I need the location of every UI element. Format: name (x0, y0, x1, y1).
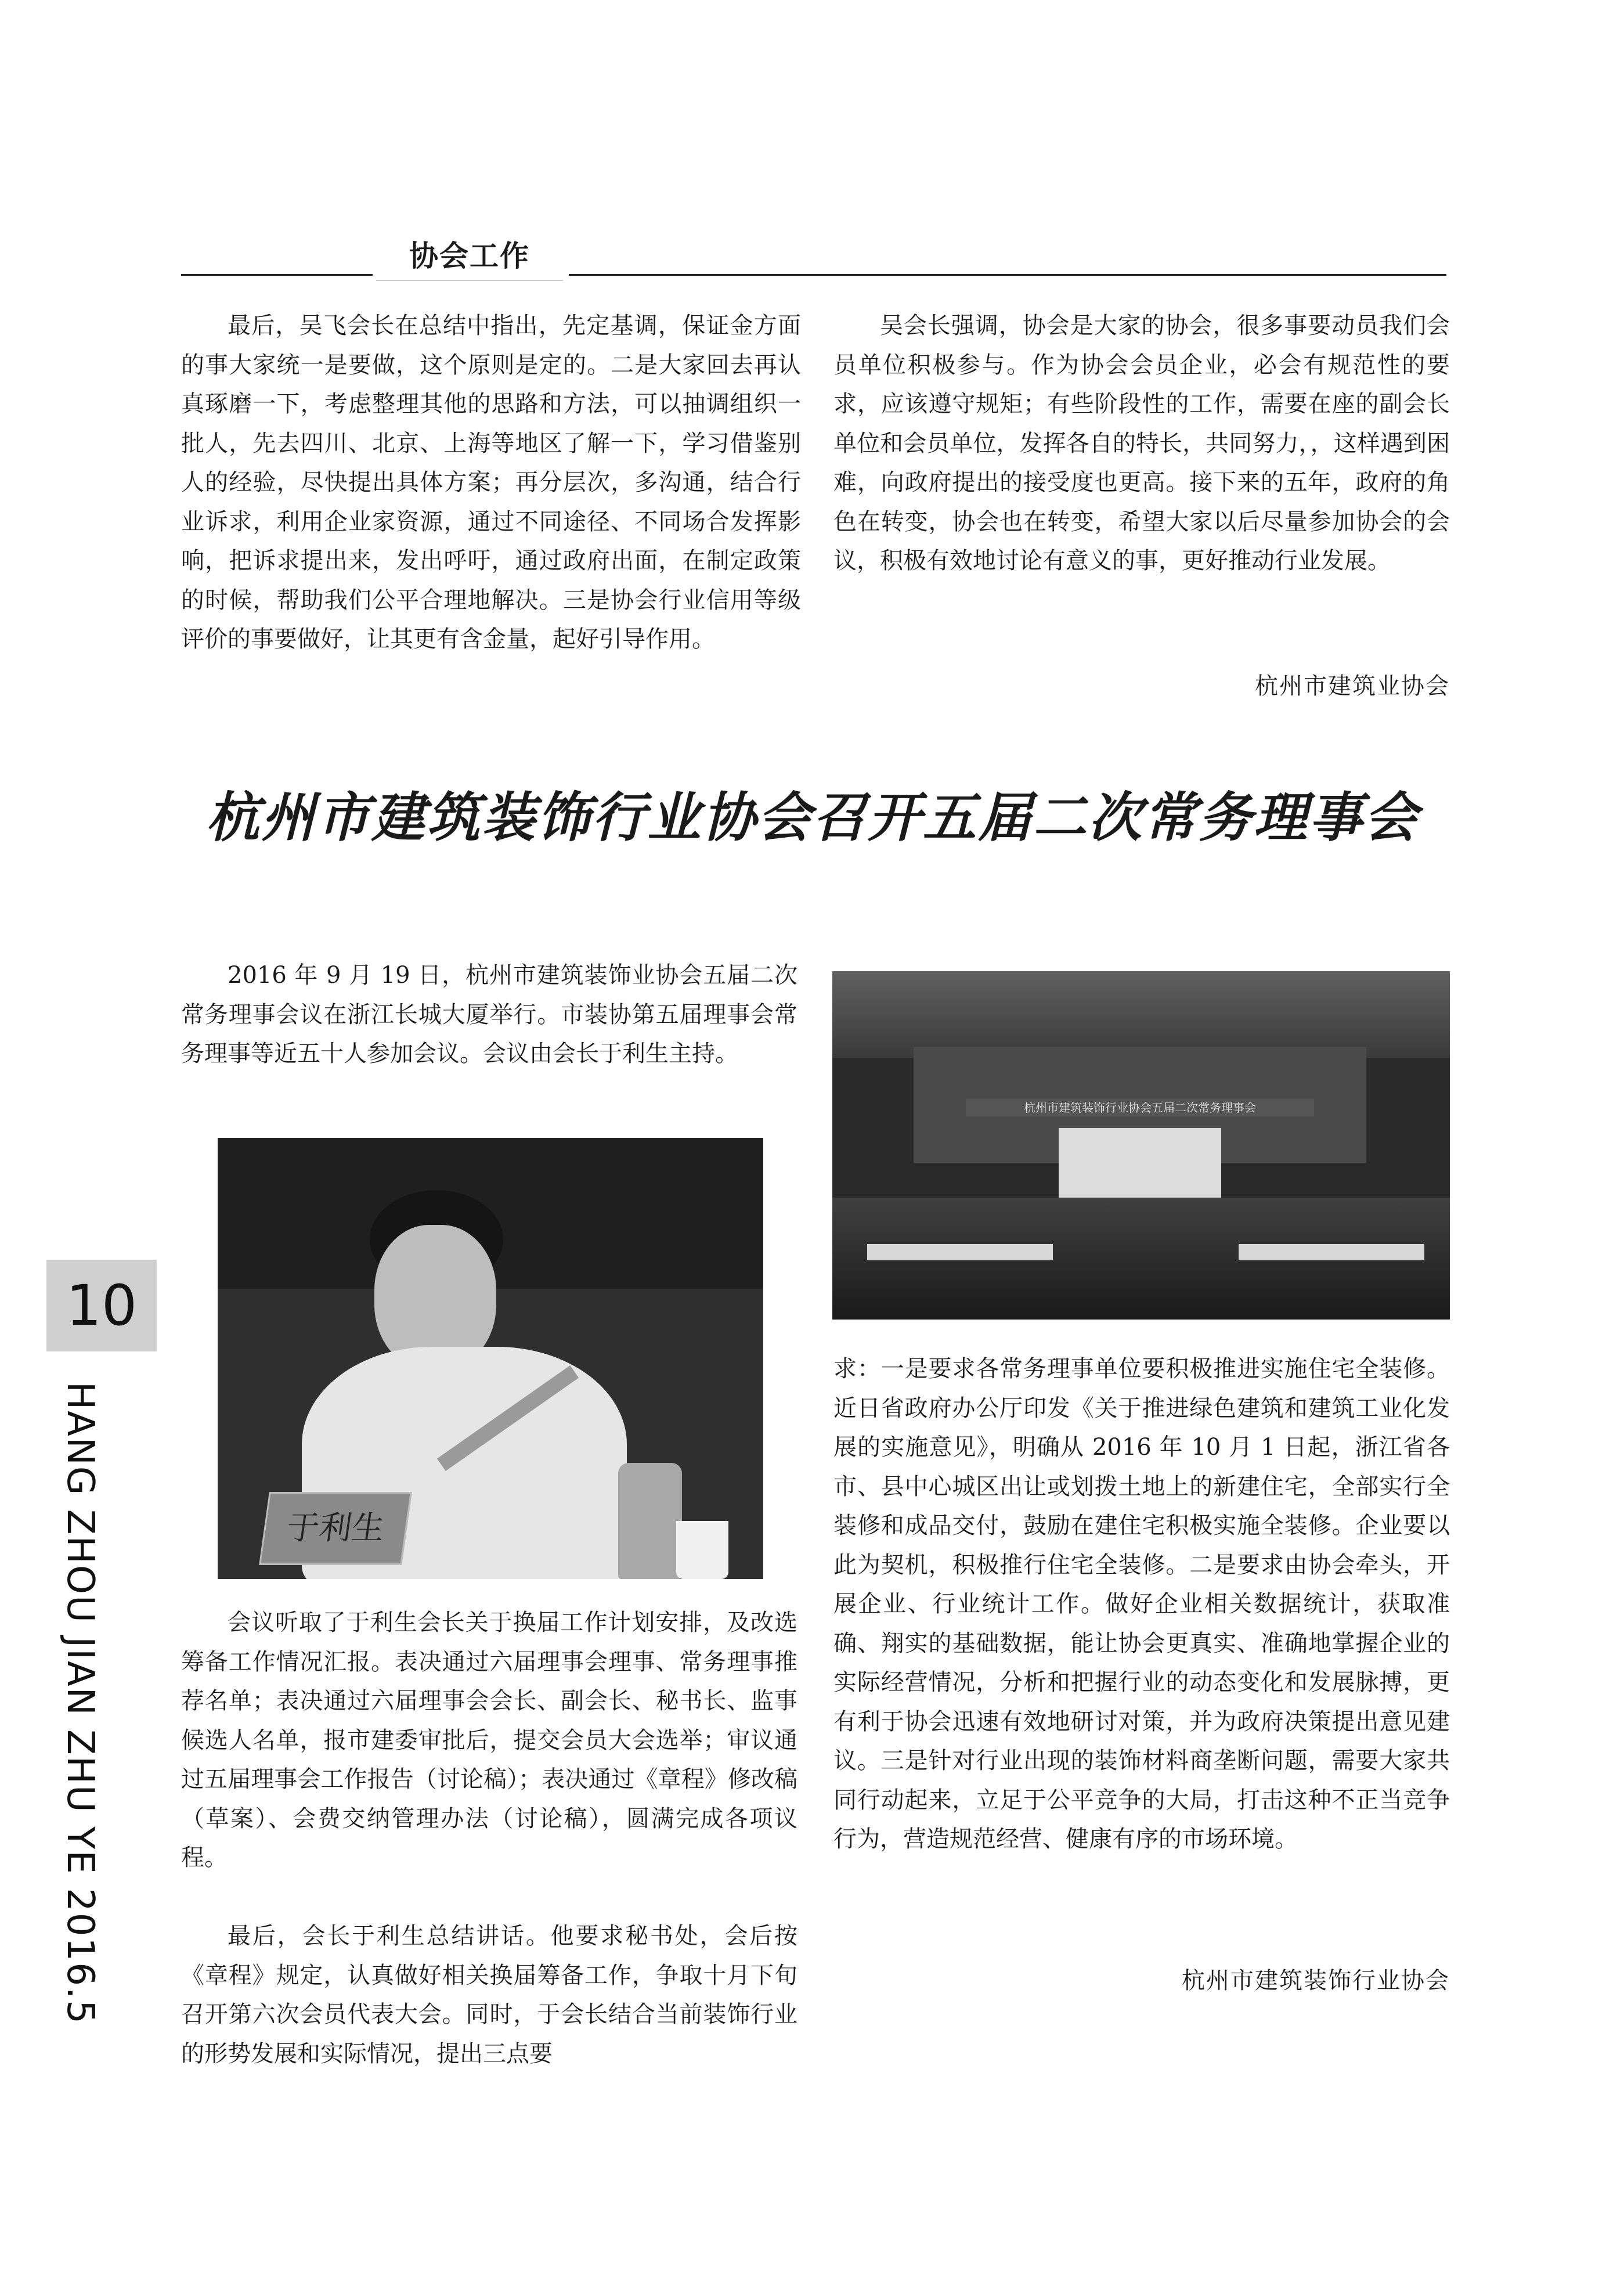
projector-screen (1059, 1128, 1221, 1198)
article-para2: 会议听取了于利生会长关于换届工作计划安排，及改选筹备工作情况汇报。表决通过六届理事会理事、常务理事推荐名单；表决通过六届理事会会长、副会长、秘书长、监事候选人名单，报市建委审批后，提交会员大会选举；审议通过五届理事会工作报告（讨论稿）；表决通过《章程》修改稿（草案）、会费交纳管理办法（讨论稿），圆满完成各项议程。 (181, 1609, 797, 1871)
chairman-photo (218, 1138, 763, 1579)
journal-name: HANG ZHOU JIAN ZHU YE 2016.5 (59, 1382, 102, 2025)
page-number-box (46, 1260, 157, 1351)
article-signature: 杭州市建筑装饰行业协会 (1182, 1967, 1450, 1994)
meeting-banner: 杭州市建筑装饰行业协会五届二次常务理事会 (966, 1099, 1314, 1116)
section-label: 协会工作 (409, 239, 530, 273)
cup (676, 1521, 728, 1579)
meeting-room-photo (832, 971, 1450, 1320)
top-article-col1: 最后，吴飞会长在总结中指出，先定基调，保证金方面的事大家统一是要做，这个原则是定的。二是大家回去再认真琢磨一下，考虑整理其他的思路和方法，可以抽调组织一批人，先去四川、北京、上海等地区了解一下，学习借鉴别人的经验，尽快提出具体方案；再分层次，多沟通，结合行业诉求，利用企业家资源，通过不同途径、不同场合发挥影响，把诉求提出来，发出呼吁，通过政府出面，在制定政策的时候，帮助我们公平合理地解决。三是协会行业信用等级评价的事要做好，让其更有含金量，起好引导作用。 (181, 312, 801, 653)
page-number: 10 (66, 1273, 138, 1338)
top-article-signature: 杭州市建筑业协会 (1255, 673, 1450, 700)
top-article-col2: 吴会长强调，协会是大家的协会，很多事要动员我们会员单位积极参与。作为协会会员企业，必会有规范性的要求，应该遵守规矩；有些阶段性的工作，需要在座的副会长单位和会员单位，发挥各自的特长，共同努力，，这样遇到困难，向政府提出的接受度也更高。接下来的五年，政府的角色在转变，协会也在转变，希望大家以后尽量参加协会的会议，积极有效地讨论有意义的事，更好推动行业发展。 (833, 312, 1450, 574)
nameplate-text: 于利生 (284, 1509, 387, 1547)
article-title: 杭州市建筑装饰行业协会召开五届二次常务理事会 (205, 787, 1419, 849)
section-label-box (376, 232, 563, 281)
nameplate (259, 1492, 412, 1565)
thermos (618, 1463, 682, 1579)
header-rule-left (181, 274, 373, 276)
article-col2: 求：一是要求各常务理事单位要积极推进实施住宅全装修。近日省政府办公厅印发《关于推进绿色建筑和建筑工业化发展的实施意见》，明确从 2016 年 10 月 1 日起，浙江省各市、县中心城区出让或划拨土地上的新建住宅，全部实行全装修和成品交付，鼓励在建住宅积极实施全装修。企业要以此为契机，积极推行住宅全装修。二是要求由协会牵头，开展企业、行业统计工作。做好企业相关数据统计，获取准确、翔实的基础数据，能让协会更真实、准确地掌握企业的实际经营情况，分析和把握行业的动态变化和发展脉搏，更有利于协会迅速有效地研讨对策，并为政府决策提出意见建议。三是针对行业出现的装饰材料商垄断问题，需要大家共同行动起来，立足于公平竞争的大局，打击这种不正当竞争行为，营造规范经营、健康有序的市场环境。 (833, 1356, 1450, 1852)
header-rule-right (569, 274, 1446, 276)
article-para3: 最后，会长于利生总结讲话。他要求秘书处，会后按《章程》规定，认真做好相关换届筹备工作，争取十月下旬召开第六次会员代表大会。同时，于会长结合当前装饰行业的形势发展和实际情况，提出三点要 (181, 1923, 797, 2067)
article-intro: 2016 年 9 月 19 日，杭州市建筑装饰业协会五届二次常务理事会议在浙江长城大厦举行。市装协第五届理事会常务理事等近五十人参加会议。会议由会长于利生主持。 (181, 962, 797, 1067)
